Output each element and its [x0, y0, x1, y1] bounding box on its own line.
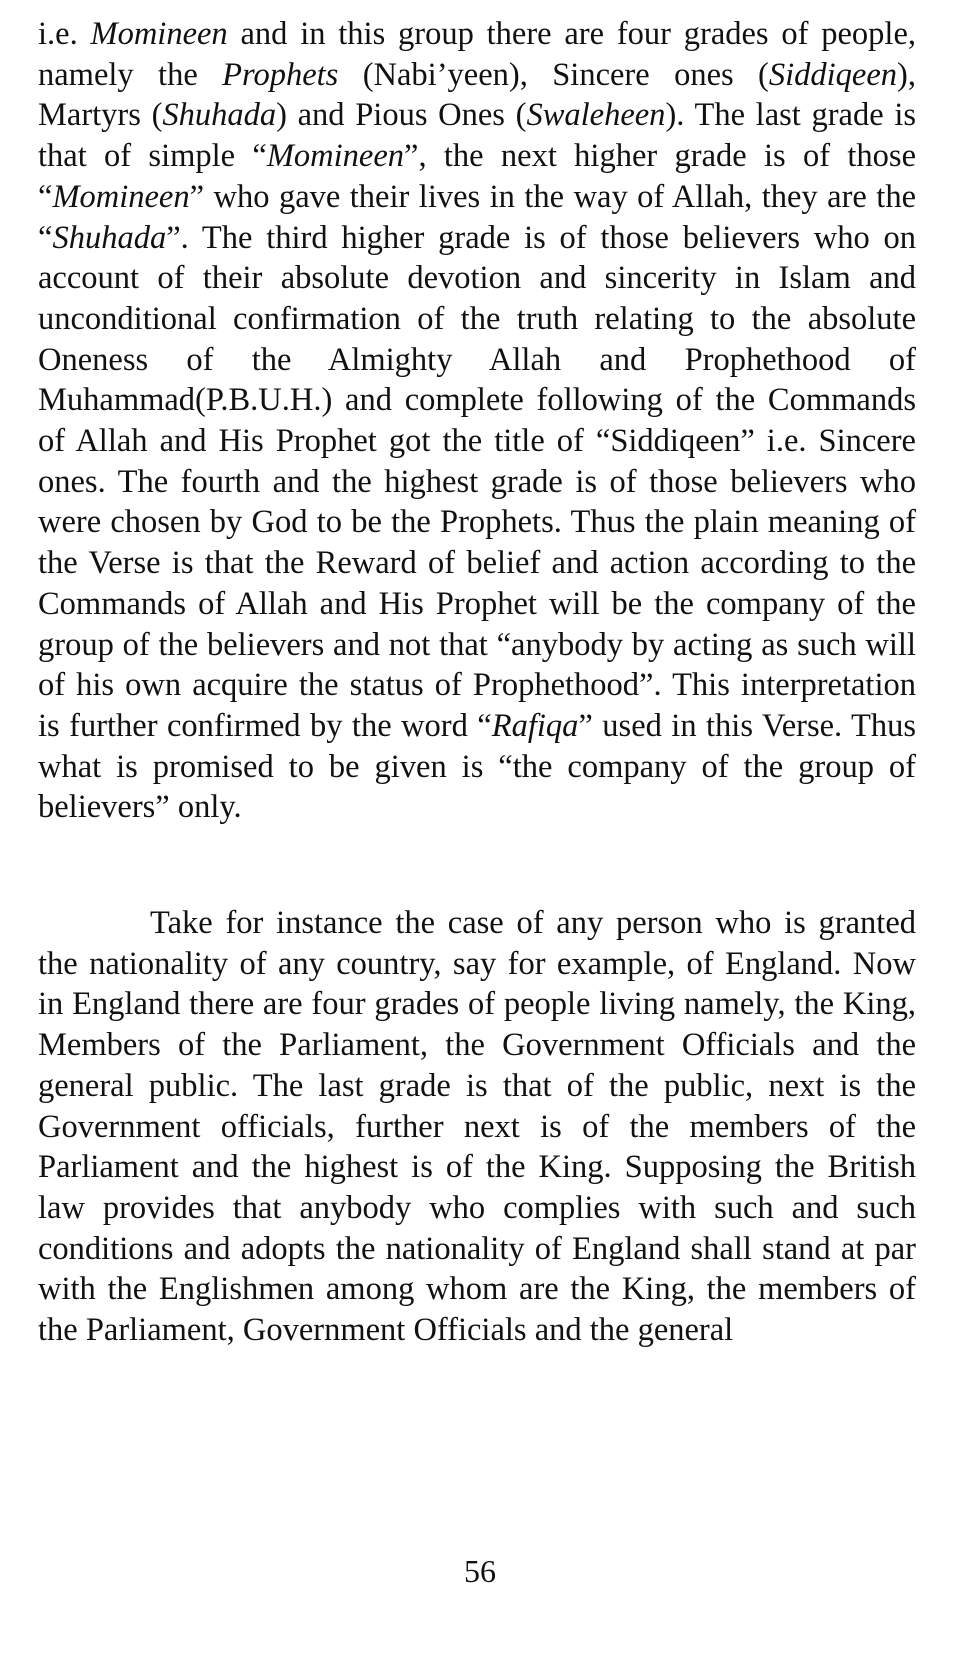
page-text — [38, 14, 916, 1351]
italic-term: Rafiqa — [491, 707, 579, 744]
page-number: 56 — [464, 1553, 496, 1589]
text-run: ) and Pious Ones ( — [276, 97, 527, 134]
text-run: i.e. — [38, 16, 91, 52]
paragraph-1 — [38, 14, 916, 828]
paragraph-spacer — [38, 828, 916, 903]
text-run: ). The last grade is that of simple “ — [38, 97, 916, 175]
text-run: and in this group there are four grades of people, namely the — [38, 16, 916, 93]
text-run: ” who gave their lives in the way of Allah, they are the “ — [38, 178, 916, 256]
italic-term: Prophets — [222, 56, 339, 93]
italic-term: Swaleheen — [526, 97, 666, 134]
text-run: ), Martyrs ( — [38, 56, 916, 134]
text-run: (Nabi’yeen), Sincere ones ( — [338, 56, 769, 93]
text-run: ”. The third higher grade is of those believers who on account of their absolute devotion and sincerity in Islam and unconditional confirmation of the truth relating to the absolute Oneness of the Almighty Allah and Prophethood of Muhammad(P.B.U.H.) and complete following of the Commands of Allah and His Prophet got the title of “Siddiqeen” i.e. Sincere ones. The fourth and the highest grade is of those believers who were chosen by God to be the Prophets. Thus the plain meaning of the Verse is that the Reward of belief and action according to the Commands of Allah and His Prophet will be the company of the group of the believers and not that “anybody by acting as such will of his own acquire the status of Prophethood”. This interpretation is further confirmed by the word “ — [38, 219, 916, 744]
paragraph-2 — [38, 903, 916, 1351]
text-run: ”, the next higher grade is of those “ — [38, 138, 916, 215]
text-run: ” used in this Verse. Thus what is promised to be given is “the company of the group of believers” only. — [38, 707, 917, 826]
italic-term: Momineen — [266, 138, 405, 175]
italic-term: Momineen — [90, 16, 228, 52]
italic-term: Shuhada — [52, 219, 167, 256]
italic-term: Siddiqeen — [768, 56, 898, 93]
italic-term: Shuhada — [162, 97, 277, 134]
paragraph-2-text: Take for instance the case of any person who is granted the nationality of any country, say for example, of England. Now in England there are four grades of people living namely, the King, Members of the Parliament, the Government Officials and the general public. The last grade is that of the public, next is the Government officials, further next is of the members of the Parliament and the highest is of the King. Supposing the British law provides that anybody who complies with such and such conditions and adopts the nationality of England shall stand at par with the Englishmen among whom are the King, the members of the Parliament, Government Officials and the general — [38, 905, 916, 1349]
italic-term: Momineen — [52, 178, 190, 215]
